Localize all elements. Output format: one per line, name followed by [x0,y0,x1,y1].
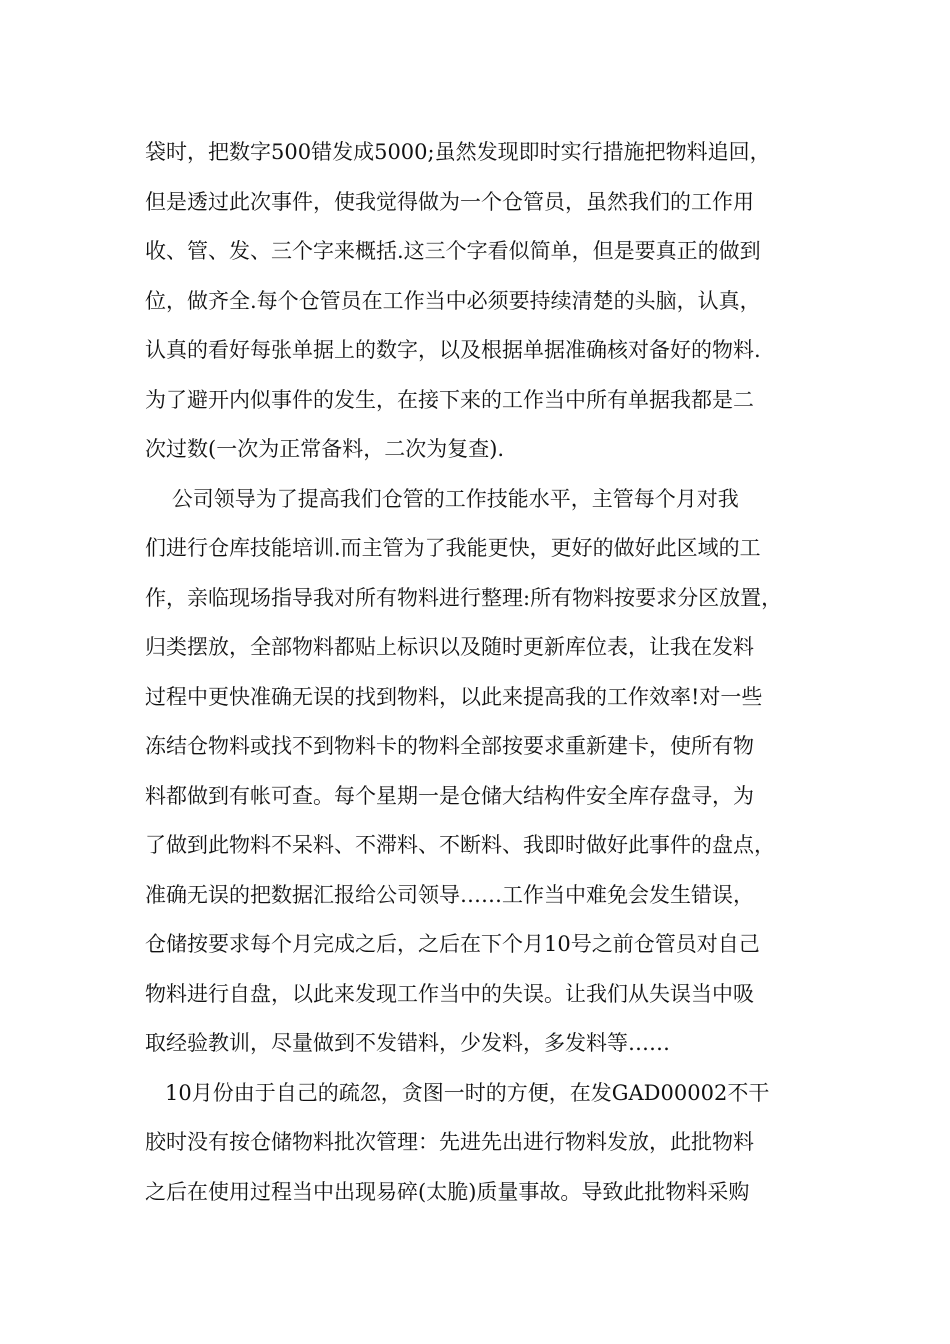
text-line: 了做到此物料不呆料、不滞料、不断料、我即时做好此事件的盘点， [145,833,775,857]
text-line: 袋时，把数字500错发成5000;虽然发现即时实行措施把物料追回， [145,140,771,164]
text-line: 料都做到有帐可查。每个星期一是仓储大结构件安全库存盘寻，为 [145,783,754,808]
text-line: 准确无误的把数据汇报给公司领导……工作当中难免会发生错误， [145,882,754,907]
text-line: 归类摆放，全部物料都贴上标识以及随时更新库位表，让我在发料 [145,635,754,659]
text-line: 次过数(一次为正常备料，二次为复查). [145,437,505,461]
text-line: 胶时没有按仓储物料批次管理：先进先出进行物料发放，此批物料 [145,1130,754,1154]
text-line: 认真的看好每张单据上的数字，以及根据单据准确核对备好的物料. [145,338,761,362]
text-line: 取经验教训，尽量做到不发错料，少发料，多发料等…… [145,1031,670,1055]
body-text [145,128,817,1217]
text-line: 仓储按要求每个月完成之后，之后在下个月10号之前仓管员对自己 [145,932,760,956]
text-line: 为了避开内似事件的发生，在接下来的工作当中所有单据我都是二 [145,387,754,412]
text-line: 作，亲临现场指导我对所有物料进行整理:所有物料按要求分区放置， [145,585,783,610]
text-line: 冻结仓物料或找不到物料卡的物料全部按要求重新建卡，使所有物 [145,734,754,758]
text-line: 过程中更快准确无误的找到物料，以此来提高我的工作效率!对一些 [145,684,763,709]
paragraph-start-line: 10月份由于自己的疏忽，贪图一时的方便，在发GAD00002不干 [145,1080,770,1105]
text-line: 们进行仓库技能培训.而主管为了我能更快，更好的做好此区域的工 [145,536,761,560]
text-line: 位，做齐全.每个仓管员在工作当中必须要持续清楚的头脑，认真， [145,288,761,313]
text-line: 但是透过此次事件，使我觉得做为一个仓管员，虽然我们的工作用 [145,189,754,214]
paragraph-start-line: 公司领导为了提高我们仓管的工作技能水平，主管每个月对我 [145,486,739,511]
text-line: 之后在使用过程当中出现易碎(太脆)质量事故。导致此批物料采购 [145,1179,750,1204]
text-line: 物料进行自盘，以此来发现工作当中的失误。让我们从失误当中吸 [145,981,754,1006]
text-line: 收、管、发、三个字来概括.这三个字看似简单，但是要真正的做到 [145,239,761,263]
